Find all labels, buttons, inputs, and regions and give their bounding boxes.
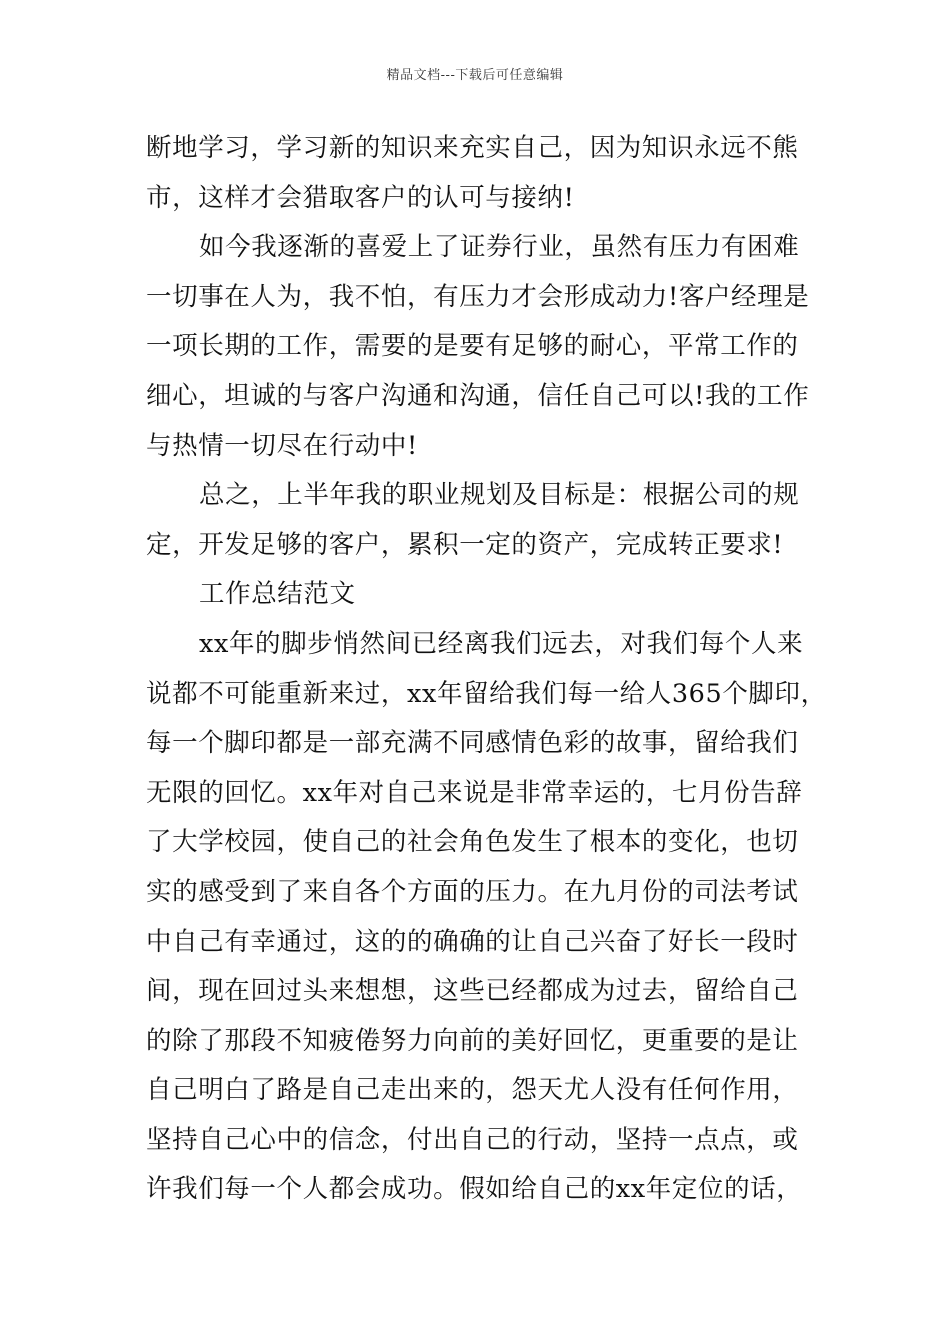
text-line: 市，这样才会猎取客户的认可与接纳! [146, 182, 575, 213]
text-line: 的除了那段不知疲倦努力向前的美好回忆，更重要的是让 [146, 1025, 799, 1056]
text-line: 许我们每一个人都会成功。假如给自己的xx年定位的话， [146, 1174, 803, 1205]
text-line: 如今我逐渐的喜爱上了证券行业，虽然有压力有困难 [199, 232, 800, 263]
text-line: 定，开发足够的客户，累积一定的资产，完成转正要求! [146, 529, 784, 560]
text-line: 细心，坦诚的与客户沟通和沟通，信任自己可以!我的工作 [146, 380, 810, 411]
section-heading: 工作总结范文 [199, 579, 356, 610]
text-line: 一项长期的工作，需要的是要有足够的耐心，平常工作的 [146, 331, 799, 362]
text-line: 无限的回忆。xx年对自己来说是非常幸运的，七月份告辞 [146, 777, 803, 808]
text-line: xx年的脚步悄然间已经离我们远去，对我们每个人来 [199, 628, 804, 659]
page-header: 精品文档---下载后可任意编辑 [386, 68, 564, 83]
text-line: 实的感受到了来自各个方面的压力。在九月份的司法考试 [146, 876, 799, 907]
text-line: 自己明白了路是自己走出来的，怨天尤人没有任何作用， [146, 1075, 799, 1106]
text-line: 断地学习，学习新的知识来充实自己，因为知识永远不熊 [146, 133, 799, 163]
document-body [146, 124, 826, 1215]
text-line: 总之，上半年我的职业规划及目标是：根据公司的规 [199, 480, 800, 511]
text-line: 每一个脚印都是一部充满不同感情色彩的故事，留给我们 [146, 728, 799, 759]
text-line: 说都不可能重新来过，xx年留给我们每一给人365个脚印， [146, 678, 827, 709]
text-line: 与热情一切尽在行动中! [146, 430, 418, 461]
text-line: 中自己有幸通过，这的的确确的让自己兴奋了好长一段时 [146, 926, 799, 957]
text-line: 一切事在人为，我不怕，有压力才会形成动力!客户经理是 [146, 281, 810, 312]
text-line: 坚持自己心中的信念，付出自己的行动，坚持一点点，或 [146, 1124, 799, 1155]
text-line: 了大学校园，使自己的社会角色发生了根本的变化，也切 [146, 827, 799, 858]
text-line: 间，现在回过头来想想，这些已经都成为过去，留给自己 [146, 976, 799, 1007]
